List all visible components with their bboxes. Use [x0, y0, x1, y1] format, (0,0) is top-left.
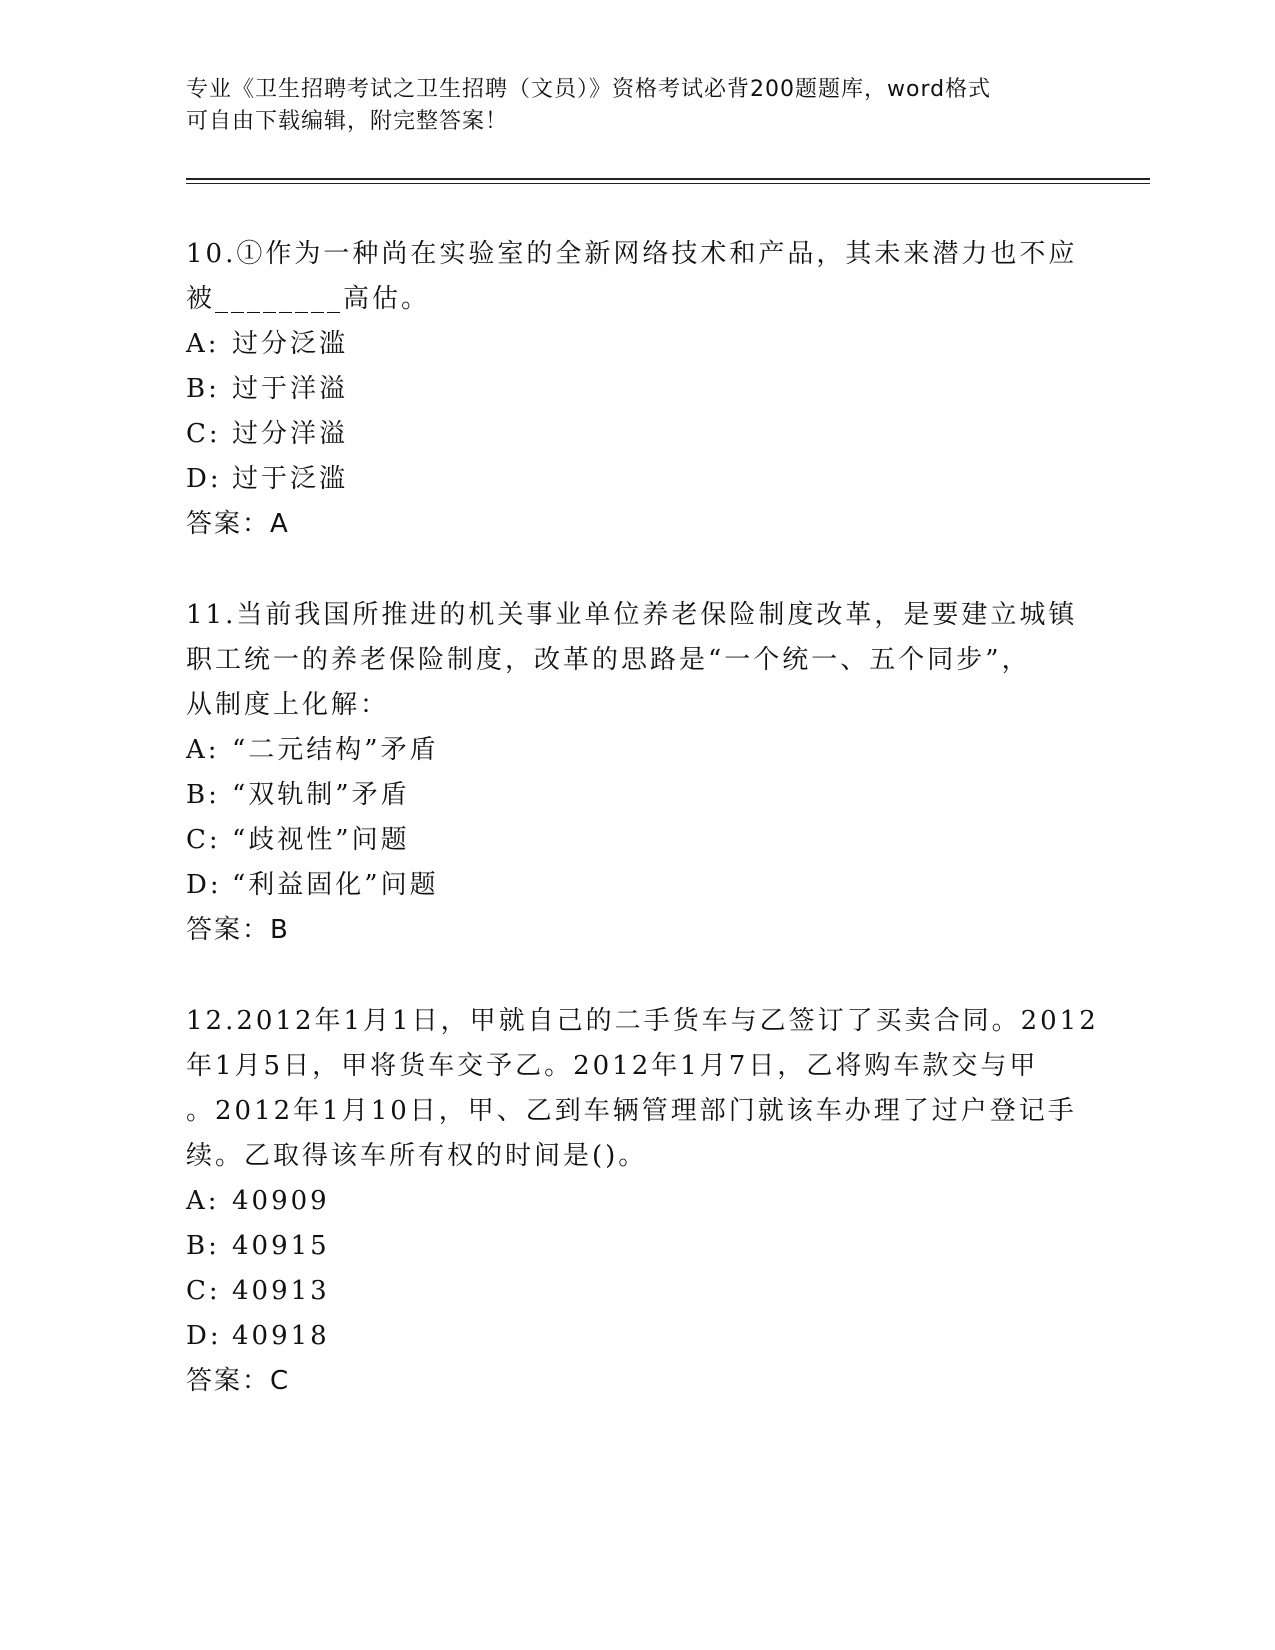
option-letter: D: [186, 870, 222, 900]
question-list [186, 232, 1099, 1450]
option-a [186, 1179, 1086, 1224]
question-stem [186, 999, 1099, 1179]
option-c [186, 1269, 1086, 1314]
document-header [186, 74, 1086, 138]
header-line-2: 可自由下载编辑，附完整答案！ [186, 109, 509, 134]
option-letter: A: [186, 1186, 220, 1216]
option-text: 40915 [232, 1231, 330, 1261]
option-c [186, 412, 1086, 457]
option-letter: C: [186, 1276, 221, 1306]
option-text: 过于泛滥 [232, 464, 349, 494]
answer-label: 答案：C [186, 1366, 291, 1396]
question-stem [186, 593, 1086, 728]
question-11 [186, 593, 1086, 953]
stem-line: 12.2012年1月1日，甲就自己的二手货车与乙签订了买卖合同。2012 [186, 1006, 1099, 1036]
stem-line: 职工统一的养老保险制度，改革的思路是“一个统一、五个同步”， [186, 645, 1031, 675]
option-a [186, 728, 1086, 773]
answer-label: 答案：B [186, 915, 290, 945]
option-text: 40918 [232, 1321, 330, 1351]
question-stem [186, 232, 1086, 322]
stem-line: 。2012年1月10日，甲、乙到车辆管理部门就该车办理了过户登记手 [186, 1096, 1077, 1126]
stem-line: 11.当前我国所推进的机关事业单位养老保险制度改革，是要建立城镇 [186, 600, 1078, 630]
option-letter: C: [186, 419, 221, 449]
option-a [186, 322, 1086, 367]
question-10 [186, 232, 1086, 547]
stem-line: 年1月5日，甲将货车交予乙。2012年1月7日，乙将购车款交与甲 [186, 1051, 1039, 1081]
header-divider [186, 178, 1150, 184]
option-d [186, 457, 1086, 502]
option-letter: A: [186, 735, 220, 765]
stem-line: 被________高估。 [186, 284, 431, 314]
option-b [186, 367, 1086, 412]
option-text: “利益固化”问题 [232, 870, 439, 900]
option-letter: B: [186, 780, 220, 810]
option-text: “歧视性”问题 [232, 825, 410, 855]
option-letter: D: [186, 1321, 222, 1351]
option-b [186, 1224, 1086, 1269]
option-d [186, 863, 1086, 908]
option-letter: A: [186, 329, 220, 359]
option-text: “双轨制”矛盾 [232, 780, 410, 810]
option-d [186, 1314, 1086, 1359]
option-c [186, 818, 1086, 863]
answer-label: 答案：A [186, 509, 290, 539]
option-letter: C: [186, 825, 221, 855]
option-letter: B: [186, 374, 220, 404]
option-letter: B: [186, 1231, 220, 1261]
header-line-1: 专业《卫生招聘考试之卫生招聘（文员）》资格考试必背200题题库，word格式 [186, 77, 992, 102]
stem-line: 续。乙取得该车所有权的时间是()。 [186, 1141, 648, 1171]
option-text: 过分洋溢 [232, 419, 349, 449]
option-letter: D: [186, 464, 222, 494]
option-text: 40913 [232, 1276, 330, 1306]
option-text: 过分泛滥 [232, 329, 349, 359]
stem-line: 10.①作为一种尚在实验室的全新网络技术和产品，其未来潜力也不应 [186, 239, 1078, 269]
stem-line: 从制度上化解： [186, 690, 390, 720]
question-12 [186, 999, 1099, 1404]
option-text: “二元结构”矛盾 [232, 735, 439, 765]
option-b [186, 773, 1086, 818]
option-text: 40909 [232, 1186, 330, 1216]
option-text: 过于洋溢 [232, 374, 349, 404]
